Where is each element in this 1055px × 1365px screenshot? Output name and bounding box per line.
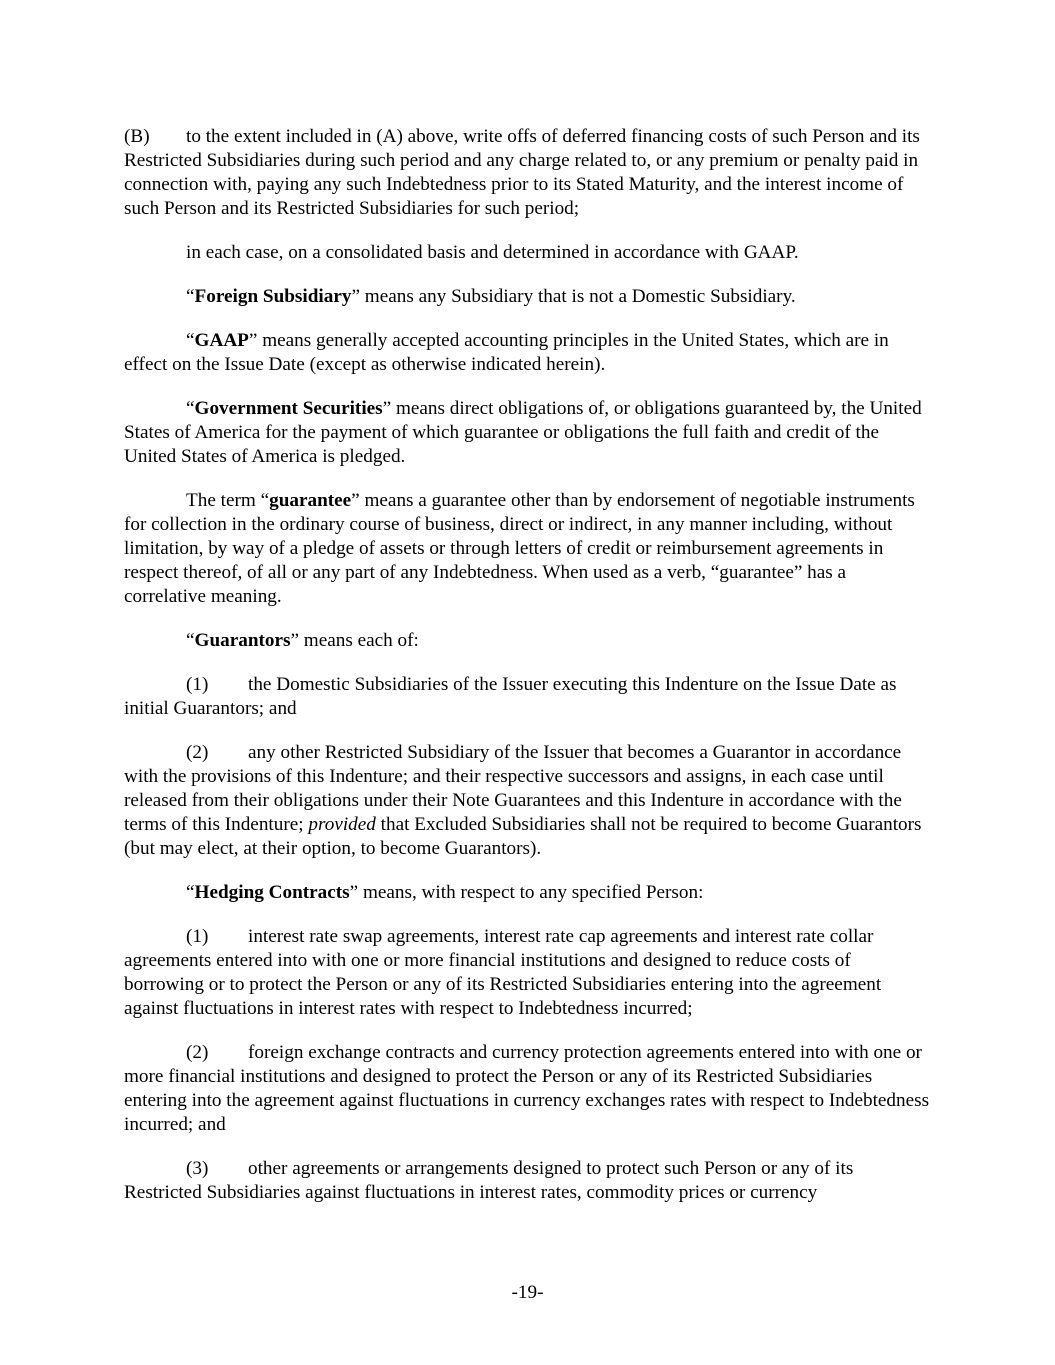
definition-prefix: The term “ bbox=[186, 490, 270, 511]
guarantors-item-1 bbox=[124, 673, 932, 721]
hedging-item-1 bbox=[124, 925, 932, 1021]
page-number: -19- bbox=[511, 1282, 544, 1303]
hedging-item-2 bbox=[124, 1041, 932, 1137]
definition-text: ” means any Subsidiary that is not a Domestic Subsidiary. bbox=[351, 286, 796, 307]
definition-text: ” means direct obligations of, or obligations guaranteed by, the United States of America for the payment of which guarantee or obligations the full faith and credit of the United States of America is pledged. bbox=[124, 398, 922, 467]
definition-guarantee bbox=[124, 489, 932, 609]
defined-term: Guarantors bbox=[194, 630, 291, 651]
item-label: (1) bbox=[186, 674, 209, 695]
hedging-item-3 bbox=[124, 1157, 932, 1205]
definition-gaap bbox=[124, 329, 932, 377]
definition-text: ” means generally accepted accounting principles in the United States, which are in effect on the Issue Date (except as otherwise indicated herein). bbox=[124, 330, 889, 375]
page-body bbox=[124, 125, 932, 1225]
defined-term: guarantee bbox=[269, 490, 352, 511]
defined-term: GAAP bbox=[194, 330, 249, 351]
clause-b bbox=[124, 125, 932, 221]
definition-hedging-contracts bbox=[124, 881, 932, 905]
item-label: (2) bbox=[186, 1042, 209, 1063]
item-label: (3) bbox=[186, 1158, 209, 1179]
item-text-continued: that Excluded Subsidiaries shall not be required to become Guarantors (but may elect, at their option, to become Guarantors). bbox=[124, 814, 922, 859]
open-quote: “ bbox=[186, 286, 195, 307]
item-text: foreign exchange contracts and currency protection agreements entered into with one or more financial institutions and designed to protect the Person or any of its Restricted Subsidiaries entering into the agreement against fluctuations in currency exchanges rates with respect to Indebtedness incurred; and bbox=[124, 1042, 930, 1135]
item-text: interest rate swap agreements, interest rate cap agreements and interest rate collar agreements entered into with one or more financial institutions and designed to reduce costs of borrowing or to protect the Person or any of its Restricted Subsidiaries entering into the agreement against fluctuations in interest rates with respect to Indebtedness incurred; bbox=[124, 926, 882, 1019]
item-text: other agreements or arrangements designed to protect such Person or any of its Restricted Subsidiaries against fluctuations in interest rates, commodity prices or currency bbox=[124, 1158, 854, 1203]
definition-text: ” means a guarantee other than by endorsement of negotiable instruments for collection in the ordinary course of business, direct or indirect, in any manner including, without limitation, by way of a pledge of assets or through letters of credit or reimbursement agreements in respect thereof, of all or any part of any Indebtedness. When used as a verb, “guarantee” has a correlative meaning. bbox=[124, 490, 915, 607]
item-italic-term: provided bbox=[308, 814, 376, 835]
clause-text: to the extent included in (A) above, write offs of deferred financing costs of such Person and its Restricted Subsidiaries during such period and any charge related to, or any premium or penalty paid in connection with, paying any such Indebtedness prior to its Stated Maturity, and the interest income of such Person and its Restricted Subsidiaries for such period; bbox=[124, 126, 920, 219]
clause-label: (B) bbox=[124, 126, 150, 147]
definition-text: ” means each of: bbox=[290, 630, 419, 651]
defined-term: Government Securities bbox=[194, 398, 383, 419]
defined-term: Foreign Subsidiary bbox=[194, 286, 352, 307]
definition-government-securities bbox=[124, 397, 932, 469]
definition-guarantors bbox=[124, 629, 932, 653]
open-quote: “ bbox=[186, 330, 195, 351]
consolidated-basis-paragraph: in each case, on a consolidated basis and determined in accordance with GAAP. bbox=[186, 242, 799, 263]
item-label: (1) bbox=[186, 926, 209, 947]
guarantors-item-2 bbox=[124, 741, 932, 861]
open-quote: “ bbox=[186, 882, 195, 903]
defined-term: Hedging Contracts bbox=[194, 882, 350, 903]
item-text: the Domestic Subsidiaries of the Issuer executing this Indenture on the Issue Date as initial Guarantors; and bbox=[124, 674, 897, 719]
item-text: any other Restricted Subsidiary of the Issuer that becomes a Guarantor in accordance with the provisions of this Indenture; and their respective successors and assigns, in each case until released from their obligations under their Note Guarantees and this Indenture in accordance with the terms of this Indenture; bbox=[124, 742, 902, 835]
definition-text: ” means, with respect to any specified Person: bbox=[349, 882, 704, 903]
item-label: (2) bbox=[186, 742, 209, 763]
definition-foreign-subsidiary bbox=[124, 285, 932, 309]
open-quote: “ bbox=[186, 398, 195, 419]
open-quote: “ bbox=[186, 630, 195, 651]
